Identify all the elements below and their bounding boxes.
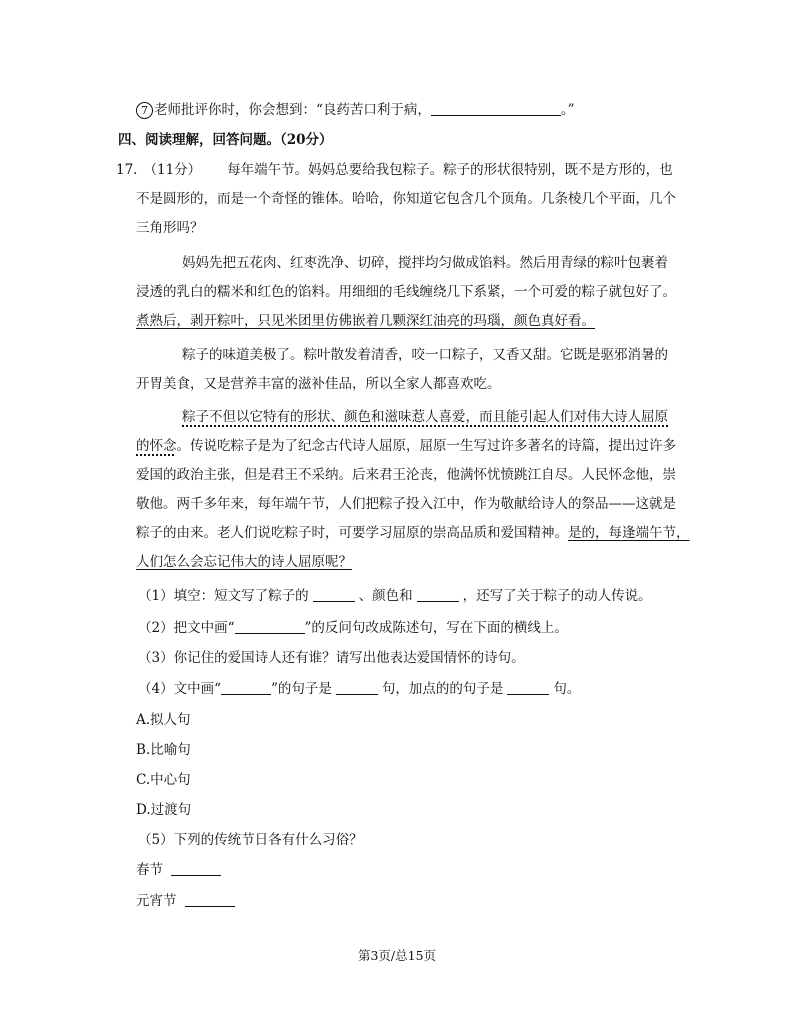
subq-4-underline-sample [221,680,271,695]
q17-score: （11分） [143,162,202,178]
subq-1 [138,587,652,605]
q7-number: 7 [136,102,153,119]
subq-5: （5）下列的传统节日各有什么习俗？ [138,832,363,848]
q17-p4-line5-plain: 粽子的由来。老人们说吃粽子时，可要学习屈原的崇高品质和爱国精神。 [136,525,568,541]
q17-p1-line1: 每年端午节。妈妈总要给我包粽子。粽子的形状很特别，既不是方形的，也 [227,162,673,178]
q17-p2-line2: 浸透的乳白的糯米和红色的馅料。用细细的毛线缠绕几下系紧，一个可爱的粽子就包好了。 [136,284,676,300]
festival-spring-blank[interactable] [171,861,221,876]
subq-4 [138,680,580,698]
q17-p1-line3: 三角形吗？ [136,220,204,236]
page-footer: 第3页/总15页 [357,948,437,963]
q17-p4-line5-underlined: 是的，每逢端午节， [568,525,690,541]
q17-number: 17. [116,162,138,178]
option-d[interactable]: D.过渡句 [136,802,192,818]
subq-2-text-b: ”的反问句改成陈述句，写在下面的横线上。 [304,620,568,636]
q17-p4-line2 [136,437,676,455]
q7-text-b: 。” [560,102,575,118]
subq-1-text-c: ，还写了关于粽子的动人传说。 [462,588,652,604]
q17-p4-line6-underlined: 人们怎么会忘记伟大的诗人屈原呢？ [136,554,352,570]
subq-2-blank [235,619,305,634]
subq-4-text-a: （4）文中画“ [138,681,221,697]
festival-lantern-blank[interactable] [185,892,235,907]
subq-1-blank-2[interactable] [417,587,459,602]
option-b[interactable]: B.比喻句 [136,742,191,758]
subq-4-text-d: 句。 [553,681,581,697]
q7-answer-blank[interactable] [431,101,561,116]
subq-3: （3）你记住的爱国诗人还有谁？请写出他表达爱国情怀的诗句。 [138,650,525,666]
festival-spring [136,861,221,879]
q17-p2-line1: 妈妈先把五花肉、红枣洗净、切碎，搅拌均匀做成馅料。然后用青绿的粽叶包裹着 [182,255,668,271]
festival-spring-label: 春节 [136,862,163,878]
subq-1-text-a: （1）填空：短文写了粽子的 [138,588,309,604]
option-a[interactable]: A.拟人句 [136,712,191,728]
subq-4-text-b: ”的句子是 [271,681,332,697]
option-c[interactable]: C.中心句 [136,772,191,788]
festival-lantern [136,892,235,910]
q17-p3-line2: 开胃美食，又是营养丰富的滋补佳品，所以全家人都喜欢吃。 [136,376,501,392]
q17-p4-line5 [136,524,690,542]
subq-4-blank-2[interactable] [507,680,549,695]
q17-p4-line2-rest: 。传说吃粽子是为了纪念古代诗人屈原，屈原一生写过许多著名的诗篇，提出过许多 [176,438,676,454]
festival-lantern-label: 元宵节 [136,893,177,909]
q7-text-a: 老师批评你时，你会想到：“良药苦口利于病， [154,102,431,118]
q7-line [136,101,575,119]
section-title: 四、阅读理解，回答问题。（20分） [118,132,333,148]
subq-4-blank-1[interactable] [336,680,378,695]
subq-1-blank-1[interactable] [313,587,355,602]
subq-4-text-c: 句，加点的的句子是 [381,681,504,697]
subq-2 [138,619,568,637]
q17-p4-line4: 敬他。两千多年来，每年端午节，人们把粽子投入江中，作为敬献给诗人的祭品——这就是 [136,496,676,512]
q17-p4-line2-dotted: 的怀念 [136,438,177,454]
q17-p1-line2: 不是圆形的，而是一个奇怪的锥体。哈哈，你知道它包含几个顶角。几条棱几个平面，几个 [136,191,676,207]
subq-2-text-a: （2）把文中画“ [138,620,235,636]
q17-p4-line1-dotted: 粽子不但以它特有的形状、颜色和滋味惹人喜爱，而且能引起人们对伟大诗人屈原 [182,409,668,425]
q17-p3-line1: 粽子的味道美极了。粽叶散发着清香，咬一口粽子，又香又甜。它既是驱邪消暑的 [182,347,668,363]
q17-header-line [116,161,673,179]
subq-1-text-b: 、颜色和 [358,588,413,604]
q17-p4-line3: 爱国的政治主张，但是君王不采纳。后来君王沦丧，他满怀忧愤跳江自尽。人民怀念他，崇 [136,467,676,483]
q17-p2-line3-underlined: 煮熟后，剥开粽叶，只见米团里仿佛嵌着几颗深红油亮的玛瑙，颜色真好看。 [136,313,595,329]
